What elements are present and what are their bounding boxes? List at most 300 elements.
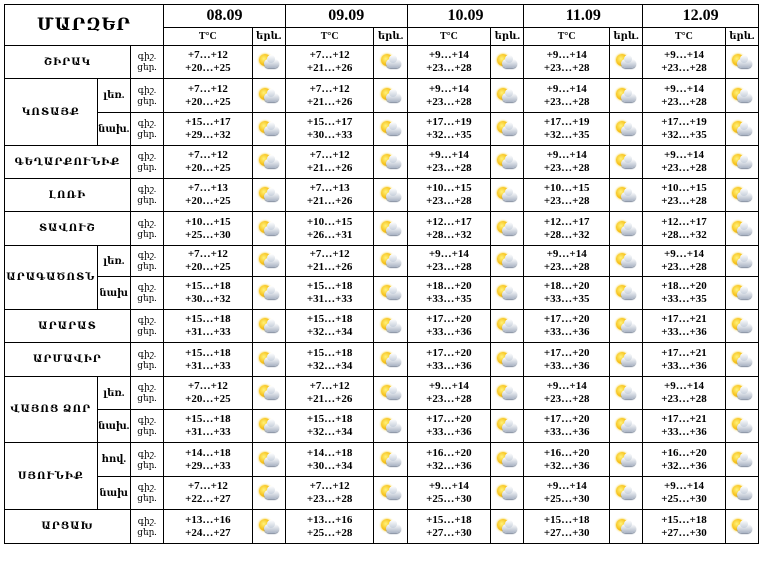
day-temperature: +21…+26 bbox=[306, 261, 353, 273]
temperature-cell bbox=[524, 46, 610, 79]
night-label: գիշ. bbox=[137, 51, 157, 61]
sun-behind-cloud-icon bbox=[257, 252, 281, 270]
day-temperature: +23…+28 bbox=[306, 493, 353, 505]
temperature-cell bbox=[285, 443, 374, 477]
sun-behind-cloud-icon bbox=[257, 87, 281, 105]
night-temperature: +16…+20 bbox=[661, 446, 707, 459]
region-row bbox=[5, 377, 759, 410]
temperature-cell bbox=[285, 212, 374, 246]
day-temperature: +33…+36 bbox=[661, 426, 707, 438]
weather-cell bbox=[491, 79, 524, 113]
sun-behind-cloud-icon bbox=[495, 220, 519, 238]
weather-cell bbox=[609, 377, 642, 410]
day-temperature: +26…+31 bbox=[306, 228, 353, 241]
weather-cell bbox=[252, 310, 285, 343]
sun-behind-cloud-icon bbox=[257, 220, 281, 238]
day-temperature: +32…+36 bbox=[543, 459, 590, 472]
night-temperature: +9…+14 bbox=[546, 82, 587, 95]
weather-cell bbox=[491, 146, 524, 179]
day-label: ցեր. bbox=[137, 359, 157, 370]
weather-subheader: երև. bbox=[609, 28, 642, 46]
day-label: ցեր. bbox=[137, 493, 157, 503]
night-temperature: +10…+15 bbox=[661, 182, 707, 194]
sun-behind-cloud-icon bbox=[495, 53, 519, 71]
sun-behind-cloud-icon bbox=[495, 451, 519, 469]
day-temperature: +33…+36 bbox=[543, 426, 590, 438]
night-temperature: +12…+17 bbox=[661, 215, 707, 228]
day-temperature: +32…+36 bbox=[661, 459, 707, 472]
region-row bbox=[5, 246, 759, 277]
day-temperature: +23…+28 bbox=[543, 62, 590, 74]
weather-cell bbox=[725, 79, 758, 113]
temperature-cell bbox=[524, 212, 610, 246]
day-temperature: +20…+25 bbox=[185, 162, 231, 174]
day-temperature: +22…+27 bbox=[185, 493, 231, 505]
region-row bbox=[5, 277, 759, 310]
sun-behind-cloud-icon bbox=[379, 87, 403, 105]
sun-behind-cloud-icon bbox=[614, 384, 638, 402]
day-temperature: +33…+36 bbox=[426, 426, 472, 438]
sun-behind-cloud-icon bbox=[730, 417, 754, 435]
temperature-cell bbox=[285, 179, 374, 212]
temperature-cell bbox=[524, 410, 610, 443]
night-temperature: +9…+14 bbox=[663, 380, 704, 392]
day-temperature: +27…+30 bbox=[543, 526, 590, 539]
day-temperature: +32…+36 bbox=[426, 459, 472, 472]
weather-cell bbox=[374, 277, 407, 310]
sun-behind-cloud-icon bbox=[730, 120, 754, 138]
sun-behind-cloud-icon bbox=[257, 317, 281, 335]
day-label: ցեր. bbox=[137, 426, 157, 436]
night-temperature: +9…+14 bbox=[546, 49, 587, 61]
sun-behind-cloud-icon bbox=[730, 317, 754, 335]
sun-behind-cloud-icon bbox=[614, 484, 638, 502]
night-label: գիշ. bbox=[137, 151, 157, 161]
sun-behind-cloud-icon bbox=[730, 384, 754, 402]
sun-behind-cloud-icon bbox=[379, 220, 403, 238]
night-label: գիշ. bbox=[137, 250, 157, 260]
sun-behind-cloud-icon bbox=[379, 252, 403, 270]
temperature-cell bbox=[164, 510, 253, 544]
night-temperature: +13…+16 bbox=[306, 513, 353, 526]
night-temperature: +15…+18 bbox=[306, 280, 353, 292]
day-temperature: +32…+34 bbox=[306, 326, 353, 338]
temperature-cell bbox=[164, 310, 253, 343]
weather-cell bbox=[252, 246, 285, 277]
weather-cell bbox=[491, 477, 524, 510]
night-day-labels bbox=[130, 46, 163, 79]
sun-behind-cloud-icon bbox=[614, 351, 638, 369]
sun-behind-cloud-icon bbox=[614, 451, 638, 469]
day-temperature: +23…+28 bbox=[543, 195, 590, 207]
temperature-cell bbox=[164, 79, 253, 113]
temperature-cell bbox=[524, 343, 610, 377]
night-temperature: +15…+18 bbox=[661, 513, 707, 526]
weather-cell bbox=[725, 277, 758, 310]
day-temperature: +23…+28 bbox=[543, 95, 590, 108]
night-temperature: +15…+18 bbox=[185, 280, 231, 292]
night-temperature: +9…+14 bbox=[546, 149, 587, 161]
region-subzone: հով. bbox=[97, 443, 130, 477]
temperature-cell bbox=[285, 246, 374, 277]
day-label: ցեր. bbox=[137, 62, 157, 72]
temperature-subheader: T°C bbox=[164, 28, 253, 46]
temperature-subheader: T°C bbox=[285, 28, 374, 46]
day-temperature: +23…+28 bbox=[661, 195, 707, 207]
weather-cell bbox=[374, 377, 407, 410]
night-label: գիշ. bbox=[137, 482, 157, 492]
region-name: ԱՐՑԱԽ bbox=[5, 510, 131, 544]
night-temperature: +15…+18 bbox=[185, 413, 231, 425]
night-temperature: +9…+14 bbox=[546, 480, 587, 492]
region-name: ՏԱՎՈՒՇ bbox=[5, 212, 131, 246]
region-name: ԳԵՂԱՐՔՈՒՆԻՔ bbox=[5, 146, 131, 179]
day-temperature: +23…+28 bbox=[543, 261, 590, 273]
weather-cell bbox=[374, 410, 407, 443]
night-temperature: +12…+17 bbox=[426, 215, 472, 228]
night-day-labels bbox=[130, 510, 163, 544]
temperature-cell bbox=[164, 113, 253, 146]
weather-cell bbox=[491, 179, 524, 212]
day-label: ցեր. bbox=[137, 162, 157, 172]
night-label: գիշ. bbox=[137, 84, 157, 95]
temperature-subheader: T°C bbox=[407, 28, 491, 46]
sun-behind-cloud-icon bbox=[614, 186, 638, 204]
weather-cell bbox=[725, 246, 758, 277]
day-label: ցեր. bbox=[137, 95, 157, 106]
night-temperature: +9…+14 bbox=[428, 248, 469, 260]
sun-behind-cloud-icon bbox=[730, 351, 754, 369]
day-temperature: +27…+30 bbox=[426, 526, 472, 539]
night-temperature: +7…+12 bbox=[309, 380, 350, 392]
temperature-cell bbox=[407, 79, 491, 113]
day-temperature: +33…+36 bbox=[426, 326, 472, 338]
night-day-labels bbox=[130, 146, 163, 179]
sun-behind-cloud-icon bbox=[379, 417, 403, 435]
day-temperature: +33…+36 bbox=[661, 359, 707, 372]
weather-cell bbox=[491, 310, 524, 343]
temperature-cell bbox=[524, 443, 610, 477]
weather-cell bbox=[374, 310, 407, 343]
temperature-cell bbox=[285, 79, 374, 113]
day-temperature: +30…+33 bbox=[306, 129, 353, 141]
night-temperature: +12…+17 bbox=[543, 215, 590, 228]
day-temperature: +32…+34 bbox=[306, 359, 353, 372]
weather-cell bbox=[609, 343, 642, 377]
sun-behind-cloud-icon bbox=[730, 252, 754, 270]
weather-cell bbox=[491, 246, 524, 277]
weather-cell bbox=[491, 277, 524, 310]
sun-behind-cloud-icon bbox=[614, 153, 638, 171]
night-temperature: +7…+12 bbox=[187, 82, 228, 95]
region-row bbox=[5, 146, 759, 179]
temperature-cell bbox=[407, 410, 491, 443]
sun-behind-cloud-icon bbox=[495, 518, 519, 536]
temperature-cell bbox=[164, 212, 253, 246]
night-temperature: +9…+14 bbox=[663, 480, 704, 492]
sun-behind-cloud-icon bbox=[257, 351, 281, 369]
temperature-cell bbox=[643, 46, 726, 79]
day-temperature: +32…+35 bbox=[426, 129, 472, 141]
weather-subheader: երև. bbox=[374, 28, 407, 46]
temperature-cell bbox=[164, 246, 253, 277]
night-temperature: +14…+18 bbox=[306, 446, 353, 459]
night-day-labels bbox=[130, 179, 163, 212]
region-subzone: նախ. bbox=[97, 113, 130, 146]
temperature-cell bbox=[164, 277, 253, 310]
weather-cell bbox=[491, 443, 524, 477]
weather-cell bbox=[725, 343, 758, 377]
temperature-cell bbox=[524, 510, 610, 544]
weather-cell bbox=[491, 377, 524, 410]
weather-cell bbox=[725, 377, 758, 410]
day-temperature: +21…+26 bbox=[306, 393, 353, 405]
weather-cell bbox=[252, 277, 285, 310]
temperature-cell bbox=[643, 246, 726, 277]
sun-behind-cloud-icon bbox=[379, 518, 403, 536]
weather-cell bbox=[609, 510, 642, 544]
night-temperature: +17…+20 bbox=[426, 413, 472, 425]
night-temperature: +7…+12 bbox=[187, 248, 228, 260]
sun-behind-cloud-icon bbox=[379, 351, 403, 369]
temperature-cell bbox=[524, 113, 610, 146]
night-temperature: +18…+20 bbox=[661, 280, 707, 292]
region-row bbox=[5, 79, 759, 113]
weather-cell bbox=[374, 510, 407, 544]
night-label: գիշ. bbox=[137, 348, 157, 359]
region-row bbox=[5, 46, 759, 79]
weather-cell bbox=[609, 179, 642, 212]
sun-behind-cloud-icon bbox=[379, 384, 403, 402]
night-day-labels bbox=[130, 277, 163, 310]
sun-behind-cloud-icon bbox=[614, 220, 638, 238]
temperature-cell bbox=[164, 377, 253, 410]
day-temperature: +23…+28 bbox=[426, 261, 472, 273]
weather-cell bbox=[609, 246, 642, 277]
weather-cell bbox=[491, 212, 524, 246]
forecast-body bbox=[5, 46, 759, 544]
region-subzone: լեռ. bbox=[97, 79, 130, 113]
night-temperature: +9…+14 bbox=[663, 49, 704, 61]
temperature-cell bbox=[164, 46, 253, 79]
night-temperature: +9…+14 bbox=[428, 149, 469, 161]
weather-cell bbox=[725, 443, 758, 477]
temperature-cell bbox=[524, 310, 610, 343]
night-temperature: +7…+12 bbox=[187, 480, 228, 492]
night-temperature: +17…+21 bbox=[661, 313, 707, 325]
weather-cell bbox=[374, 146, 407, 179]
night-label: գիշ. bbox=[137, 282, 157, 292]
temperature-cell bbox=[407, 212, 491, 246]
sun-behind-cloud-icon bbox=[379, 484, 403, 502]
region-subzone: նախ bbox=[97, 477, 130, 510]
weather-cell bbox=[252, 477, 285, 510]
temperature-cell bbox=[407, 443, 491, 477]
night-temperature: +15…+18 bbox=[185, 346, 231, 359]
sun-behind-cloud-icon bbox=[495, 384, 519, 402]
night-temperature: +9…+14 bbox=[428, 480, 469, 492]
night-day-labels bbox=[130, 310, 163, 343]
region-name: ԼՈՌԻ bbox=[5, 179, 131, 212]
sun-behind-cloud-icon bbox=[730, 53, 754, 71]
day-temperature: +29…+33 bbox=[185, 459, 231, 472]
region-row bbox=[5, 477, 759, 510]
night-temperature: +10…+15 bbox=[185, 215, 231, 228]
day-temperature: +21…+26 bbox=[306, 62, 353, 74]
region-row bbox=[5, 410, 759, 443]
temperature-cell bbox=[643, 443, 726, 477]
night-label: գիշ. bbox=[137, 315, 157, 325]
night-temperature: +13…+16 bbox=[185, 513, 231, 526]
day-label: ցեր. bbox=[137, 326, 157, 336]
region-name: ՎԱՅՈՑ ՁՈՐ bbox=[5, 377, 98, 443]
day-temperature: +23…+28 bbox=[661, 261, 707, 273]
weather-cell bbox=[374, 179, 407, 212]
weather-cell bbox=[609, 277, 642, 310]
weather-cell bbox=[252, 377, 285, 410]
weather-cell bbox=[725, 113, 758, 146]
night-temperature: +17…+19 bbox=[426, 116, 472, 128]
weather-cell bbox=[374, 443, 407, 477]
weather-cell bbox=[374, 246, 407, 277]
weather-cell bbox=[374, 343, 407, 377]
sun-behind-cloud-icon bbox=[257, 417, 281, 435]
weather-subheader: երև. bbox=[491, 28, 524, 46]
night-day-labels bbox=[130, 113, 163, 146]
temperature-cell bbox=[407, 246, 491, 277]
temperature-cell bbox=[285, 146, 374, 179]
night-temperature: +7…+12 bbox=[187, 380, 228, 392]
sun-behind-cloud-icon bbox=[495, 252, 519, 270]
night-day-labels bbox=[130, 410, 163, 443]
day-label: ցեր. bbox=[137, 129, 157, 139]
weather-cell bbox=[725, 46, 758, 79]
weather-cell bbox=[609, 310, 642, 343]
night-temperature: +9…+14 bbox=[663, 149, 704, 161]
day-temperature: +33…+36 bbox=[543, 359, 590, 372]
sun-behind-cloud-icon bbox=[495, 484, 519, 502]
temperature-subheader: T°C bbox=[643, 28, 726, 46]
region-row bbox=[5, 510, 759, 544]
night-temperature: +18…+20 bbox=[426, 280, 472, 292]
sun-behind-cloud-icon bbox=[495, 284, 519, 302]
weather-cell bbox=[252, 79, 285, 113]
sun-behind-cloud-icon bbox=[614, 518, 638, 536]
region-name: ԱՐՄԱՎԻՐ bbox=[5, 343, 131, 377]
night-temperature: +9…+14 bbox=[428, 380, 469, 392]
day-label: ցեր. bbox=[137, 228, 157, 239]
day-temperature: +20…+25 bbox=[185, 195, 231, 207]
region-subzone: լեռ. bbox=[97, 246, 130, 277]
night-temperature: +9…+14 bbox=[663, 82, 704, 95]
temperature-cell bbox=[643, 310, 726, 343]
sun-behind-cloud-icon bbox=[257, 518, 281, 536]
sun-behind-cloud-icon bbox=[257, 53, 281, 71]
sun-behind-cloud-icon bbox=[730, 153, 754, 171]
day-label: ցեր. bbox=[137, 393, 157, 403]
day-temperature: +30…+34 bbox=[306, 459, 353, 472]
day-temperature: +32…+35 bbox=[543, 129, 590, 141]
night-label: գիշ. bbox=[137, 448, 157, 459]
temperature-cell bbox=[407, 46, 491, 79]
day-label: ցեր. bbox=[137, 195, 157, 205]
region-row bbox=[5, 343, 759, 377]
temperature-cell bbox=[285, 377, 374, 410]
day-temperature: +33…+36 bbox=[661, 326, 707, 338]
day-temperature: +27…+30 bbox=[661, 526, 707, 539]
day-temperature: +31…+33 bbox=[306, 293, 353, 305]
day-temperature: +23…+28 bbox=[543, 393, 590, 405]
night-temperature: +7…+12 bbox=[309, 49, 350, 61]
temperature-cell bbox=[643, 377, 726, 410]
night-temperature: +15…+18 bbox=[306, 346, 353, 359]
sun-behind-cloud-icon bbox=[257, 186, 281, 204]
night-temperature: +16…+20 bbox=[543, 446, 590, 459]
night-temperature: +15…+17 bbox=[185, 116, 231, 128]
weather-cell bbox=[725, 179, 758, 212]
day-label: ցեր. bbox=[137, 261, 157, 271]
day-temperature: +20…+25 bbox=[185, 393, 231, 405]
temperature-cell bbox=[407, 277, 491, 310]
temperature-cell bbox=[164, 410, 253, 443]
region-subzone: նախ. bbox=[97, 410, 130, 443]
region-name: ԱՐԱՐԱՏ bbox=[5, 310, 131, 343]
weather-cell bbox=[609, 212, 642, 246]
temperature-cell bbox=[524, 377, 610, 410]
sun-behind-cloud-icon bbox=[730, 484, 754, 502]
night-temperature: +15…+18 bbox=[426, 513, 472, 526]
sun-behind-cloud-icon bbox=[257, 284, 281, 302]
weather-cell bbox=[252, 443, 285, 477]
day-temperature: +23…+28 bbox=[426, 95, 472, 108]
sun-behind-cloud-icon bbox=[614, 317, 638, 335]
region-row bbox=[5, 310, 759, 343]
night-temperature: +15…+18 bbox=[306, 413, 353, 425]
forecast-table bbox=[4, 4, 759, 544]
temperature-cell bbox=[524, 79, 610, 113]
day-temperature: +20…+25 bbox=[185, 62, 231, 74]
temperature-cell bbox=[407, 310, 491, 343]
day-temperature: +21…+26 bbox=[306, 162, 353, 174]
night-temperature: +9…+14 bbox=[428, 49, 469, 61]
weather-cell bbox=[609, 410, 642, 443]
temperature-cell bbox=[164, 146, 253, 179]
night-day-labels bbox=[130, 79, 163, 113]
weather-cell bbox=[252, 212, 285, 246]
day-temperature: +33…+35 bbox=[543, 293, 590, 305]
day-temperature: +23…+28 bbox=[543, 162, 590, 174]
sun-behind-cloud-icon bbox=[495, 153, 519, 171]
day-temperature: +21…+26 bbox=[306, 95, 353, 108]
temperature-cell bbox=[285, 510, 374, 544]
day-temperature: +32…+34 bbox=[306, 426, 353, 438]
day-temperature: +25…+30 bbox=[543, 493, 590, 505]
weather-cell bbox=[609, 46, 642, 79]
night-temperature: +17…+20 bbox=[543, 413, 590, 425]
temperature-cell bbox=[643, 343, 726, 377]
temperature-cell bbox=[643, 410, 726, 443]
temperature-cell bbox=[285, 113, 374, 146]
night-temperature: +15…+18 bbox=[185, 313, 231, 325]
temperature-cell bbox=[407, 477, 491, 510]
day-temperature: +23…+28 bbox=[426, 162, 472, 174]
night-temperature: +9…+14 bbox=[546, 248, 587, 260]
day-temperature: +24…+27 bbox=[185, 526, 231, 539]
day-label: ցեր. bbox=[137, 526, 157, 537]
night-label: գիշ. bbox=[137, 184, 157, 194]
day-temperature: +20…+25 bbox=[185, 261, 231, 273]
night-temperature: +7…+12 bbox=[187, 49, 228, 61]
